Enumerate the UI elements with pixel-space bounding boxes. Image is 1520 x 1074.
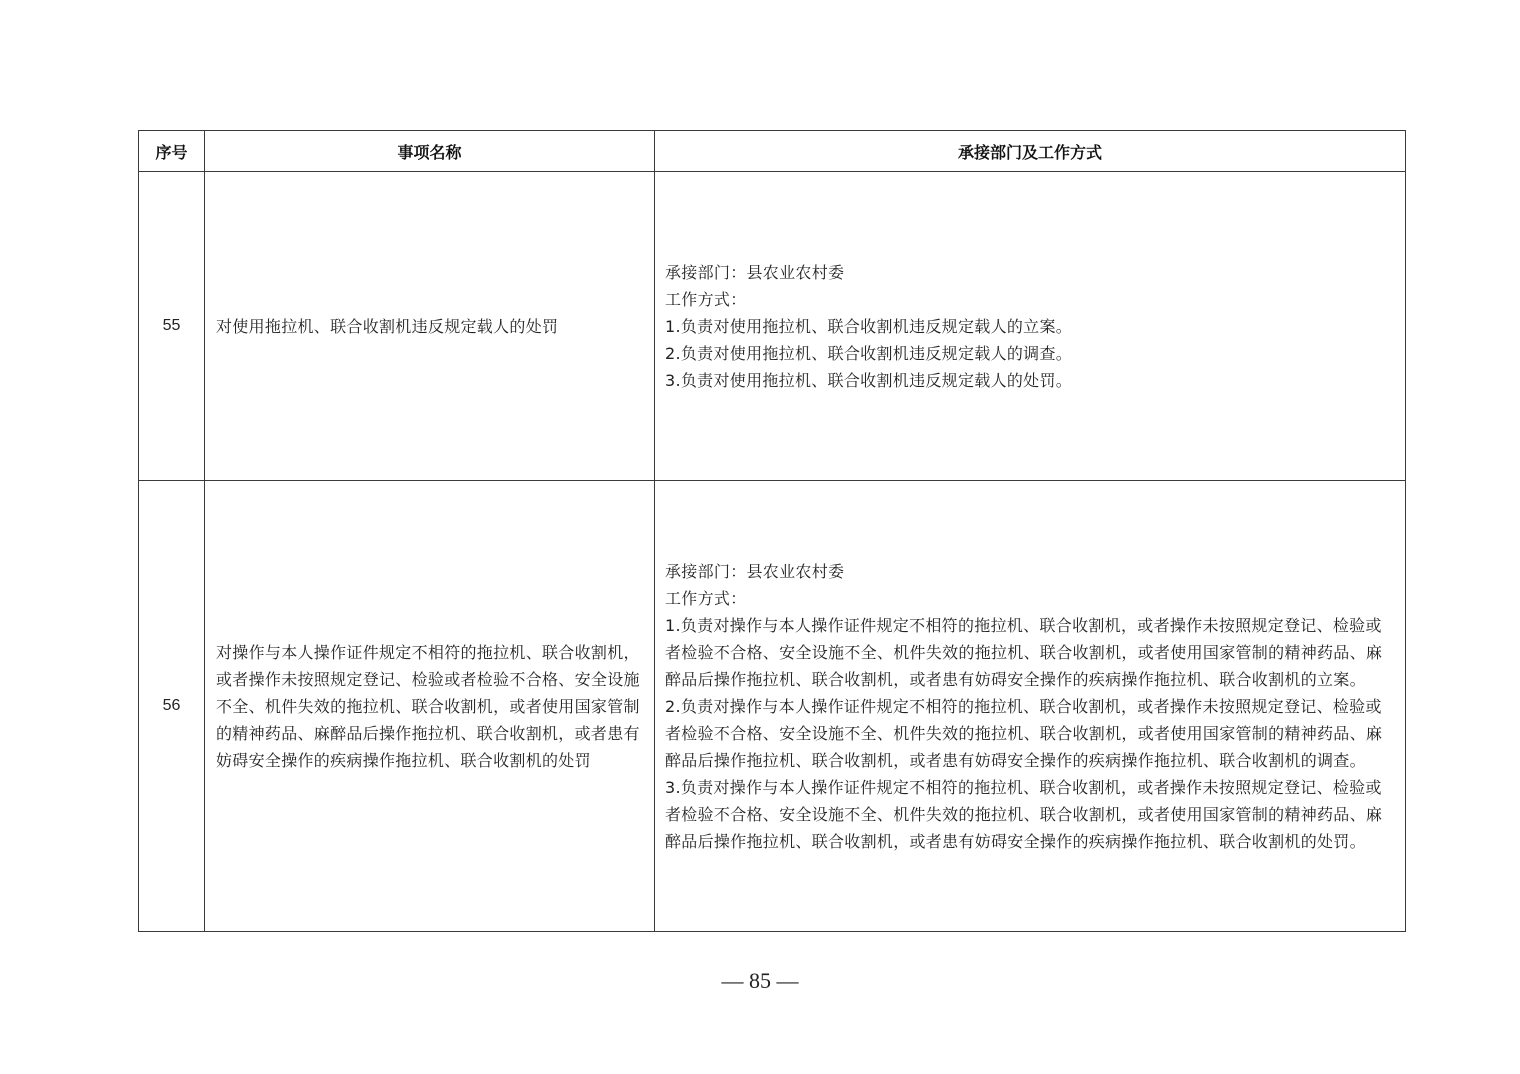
header-department-method: 承接部门及工作方式 xyxy=(655,131,1406,172)
row-department-method xyxy=(655,481,1406,932)
row-department-method xyxy=(655,172,1406,481)
row-serial-number: 55 xyxy=(139,172,205,481)
header-item-name: 事项名称 xyxy=(205,131,655,172)
row-serial-number: 56 xyxy=(139,481,205,932)
work-method-label: 工作方式： xyxy=(665,289,747,309)
table-header-row xyxy=(139,131,1406,172)
table-row xyxy=(139,172,1406,481)
page-number: — 85 — xyxy=(721,968,799,993)
row-item-name: 对操作与本人操作证件规定不相符的拖拉机、联合收割机，或者操作未按照规定登记、检验或者检验不合格、安全设施不全、机件失效的拖拉机、联合收割机，或者使用国家管制的精神药品、麻醉品后操作拖拉机、联合收割机，或者患有妨碍安全操作的疾病操作拖拉机、联合收割机的处罚 xyxy=(205,481,655,932)
department-label: 承接部门：县农业农村委 xyxy=(665,262,845,282)
work-method-item: 1.负责对使用拖拉机、联合收割机违反规定载人的立案。 xyxy=(665,316,1073,336)
header-serial-number: 序号 xyxy=(139,131,205,172)
row-item-name: 对使用拖拉机、联合收割机违反规定载人的处罚 xyxy=(205,172,655,481)
work-method-item: 1.负责对操作与本人操作证件规定不相符的拖拉机、联合收割机，或者操作未按照规定登记、检验或者检验不合格、安全设施不全、机件失效的拖拉机、联合收割机，或者使用国家管制的精神药品、麻醉品后操作拖拉机、联合收割机，或者患有妨碍安全操作的疾病操作拖拉机、联合收割机的立案。 xyxy=(665,615,1383,689)
work-method-item: 3.负责对操作与本人操作证件规定不相符的拖拉机、联合收割机，或者操作未按照规定登记、检验或者检验不合格、安全设施不全、机件失效的拖拉机、联合收割机，或者使用国家管制的精神药品、麻醉品后操作拖拉机、联合收割机，或者患有妨碍安全操作的疾病操作拖拉机、联合收割机的处罚。 xyxy=(665,777,1383,851)
department-label: 承接部门：县农业农村委 xyxy=(665,561,845,581)
work-method-item: 2.负责对操作与本人操作证件规定不相符的拖拉机、联合收割机，或者操作未按照规定登记、检验或者检验不合格、安全设施不全、机件失效的拖拉机、联合收割机，或者使用国家管制的精神药品、麻醉品后操作拖拉机、联合收割机，或者患有妨碍安全操作的疾病操作拖拉机、联合收割机的调查。 xyxy=(665,696,1383,770)
work-method-item: 2.负责对使用拖拉机、联合收割机违反规定载人的调查。 xyxy=(665,343,1073,363)
work-method-item: 3.负责对使用拖拉机、联合收割机违反规定载人的处罚。 xyxy=(665,370,1073,390)
work-method-label: 工作方式： xyxy=(665,588,747,608)
items-table xyxy=(138,130,1406,932)
table-row xyxy=(139,481,1406,932)
